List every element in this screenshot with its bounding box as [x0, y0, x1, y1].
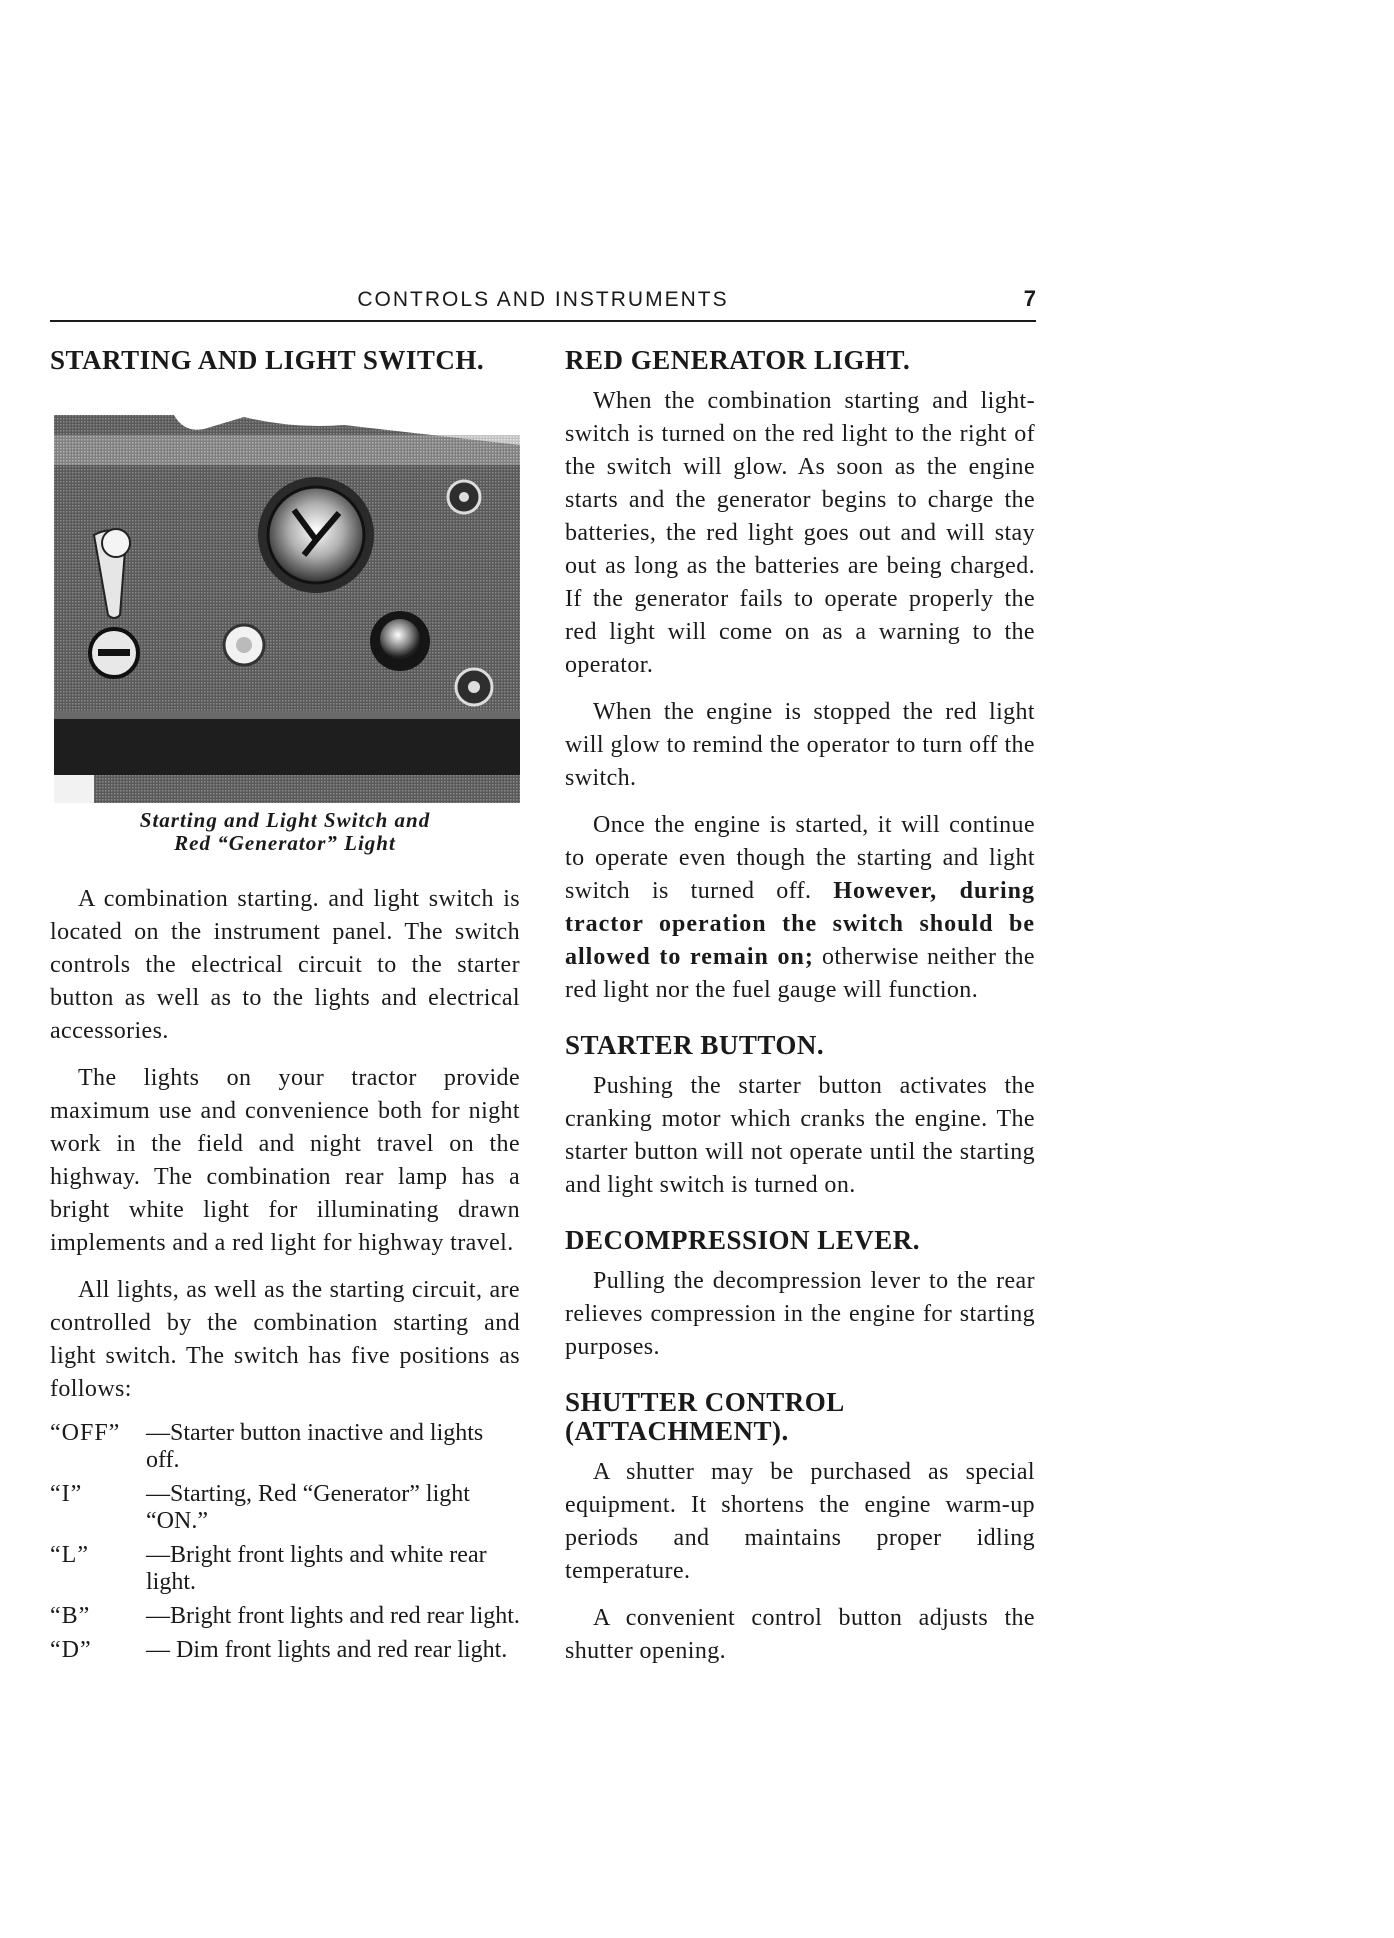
position-description: — Dim front lights and red rear light. [146, 1637, 508, 1663]
section-heading-starting-light-switch: STARTING AND LIGHT SWITCH. [50, 345, 485, 375]
instrument-panel-illustration [54, 415, 520, 803]
left-column [50, 346, 520, 1671]
paragraph: A convenient control button adjusts the shutter opening. [565, 1605, 1035, 1664]
position-key: “I” [50, 1481, 83, 1507]
switch-position-item [50, 1603, 520, 1630]
header-title: CONTROLS AND INSTRUMENTS [357, 288, 729, 311]
position-description: —Starting, Red “Generator” light “ON.” [146, 1481, 470, 1534]
paragraph: Pulling the decompression lever to the rear relieves compression in the engine for starting purposes. [565, 1268, 1035, 1360]
section-heading-red-generator-light: RED GENERATOR LIGHT. [565, 345, 911, 375]
switch-position-item [50, 1481, 520, 1535]
switch-position-item [50, 1420, 520, 1474]
switch-position-item [50, 1542, 520, 1596]
paragraph: A shutter may be purchased as special equipment. It shortens the engine warm-up periods and maintains proper idling temperature. [565, 1459, 1035, 1584]
page-number: 7 [1023, 286, 1036, 311]
section-heading-decompression-lever: DECOMPRESSION LEVER. [565, 1225, 921, 1255]
position-key: “L” [50, 1542, 89, 1568]
paragraph-text: otherwise neither the red light nor the fuel gauge will function. [565, 944, 1035, 1003]
photo-caption-line-1: Starting and Light Switch and [139, 808, 431, 832]
position-key: “B” [50, 1603, 91, 1629]
position-description: —Starter button inactive and lights off. [146, 1420, 484, 1473]
position-key: “OFF” [50, 1420, 121, 1446]
position-description: —Bright front lights and white rear light. [146, 1542, 487, 1595]
emphasized-text: However, during tractor operation the switch should be allowed to remain on; [565, 878, 1035, 970]
paragraph: A combination starting. and light switch is located on the instrument panel. The switch controls the electrical circuit to the starter button as well as to the lights and electrical accessories. [50, 886, 520, 1044]
right-column [565, 346, 1035, 1682]
photo-caption [50, 809, 520, 855]
switch-positions-list [50, 1420, 520, 1664]
photo-caption-line-2: Red “Generator” Light [174, 831, 396, 855]
paragraph: All lights, as well as the starting circuit, are controlled by the combination starting and light switch. The switch has five positions as follows: [50, 1277, 520, 1402]
position-description: —Bright front lights and red rear light. [146, 1603, 520, 1629]
paragraph: When the combination starting and light-switch is turned on the red light to the right of the switch will glow. As soon as the engine starts and the generator begins to charge the batteries, the red light goes out and will stay out as long as the batteries are being charged. If the generator fails to operate properly the red light will come on as a warning to the operator. [565, 388, 1035, 678]
section-heading-starter-button: STARTER BUTTON. [565, 1030, 825, 1060]
running-header [50, 288, 1036, 322]
paragraph-text: Once the engine is started, it will continue to operate even though the starting and light switch is turned off. [565, 812, 1035, 904]
section-heading-shutter-control: SHUTTER CONTROL (ATTACHMENT). [565, 1387, 844, 1446]
switch-position-item [50, 1637, 520, 1664]
instrument-panel-photo [54, 415, 520, 803]
paragraph: When the engine is stopped the red light will glow to remind the operator to turn off the switch. [565, 699, 1035, 791]
paragraph: The lights on your tractor provide maximum use and convenience both for night work in the field and night travel on the highway. The combination rear lamp has a bright white light for illuminating drawn implements and a red light for highway travel. [50, 1065, 520, 1256]
position-key: “D” [50, 1637, 92, 1663]
paragraph: Pushing the starter button activates the cranking motor which cranks the engine. The starter button will not operate until the starting and light switch is turned on. [565, 1073, 1035, 1198]
paragraph-with-emphasis [565, 809, 1035, 1007]
